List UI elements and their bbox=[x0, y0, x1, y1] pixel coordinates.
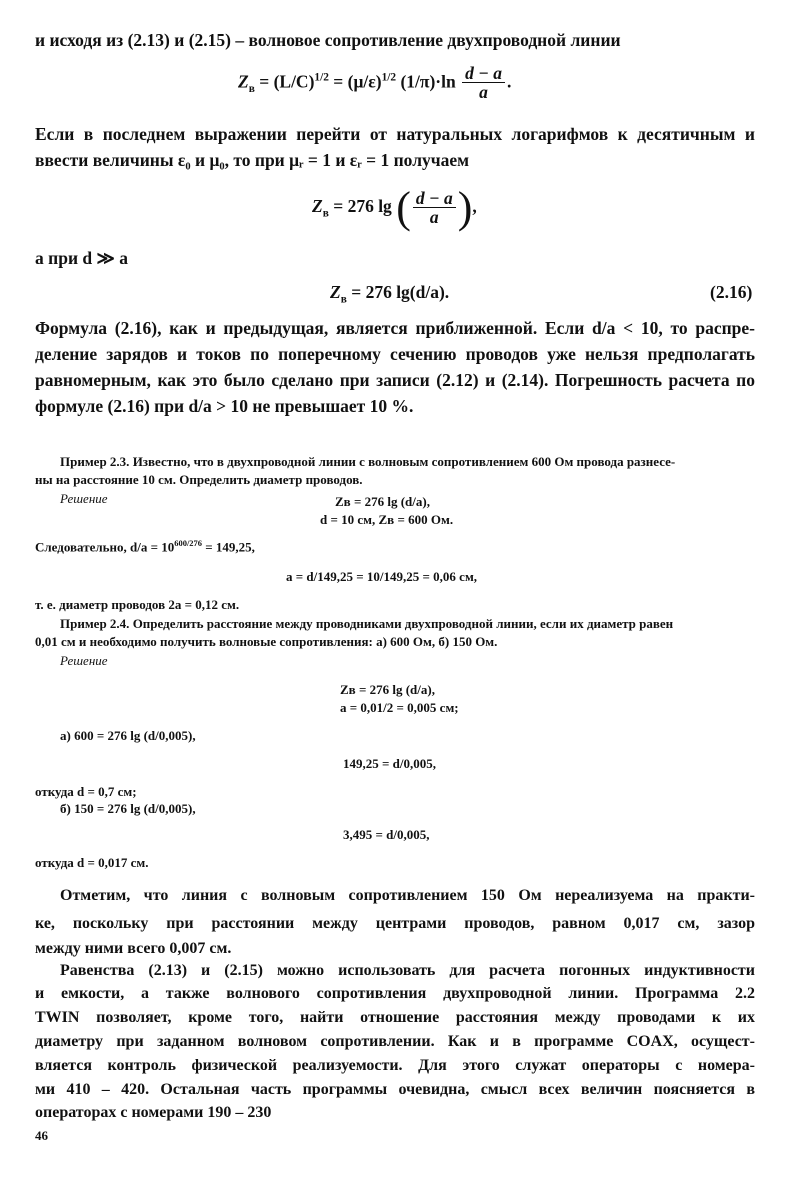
example-2-3-label: Пример 2.3. bbox=[60, 454, 130, 469]
para4-line7: операторах с номерами 190 – 230 bbox=[35, 1104, 272, 1121]
ex24-case-b-eq: 3,495 = d/0,005, bbox=[343, 827, 430, 842]
example-2-3-text1: Известно, что в двухпроводной линии с волновым сопротивлением 600 Ом провода разнесе- bbox=[129, 454, 676, 469]
eq2-numerator: d − a bbox=[413, 189, 456, 208]
solution-heading-1: Решение bbox=[60, 491, 108, 506]
para4-line1: Равенства (2.13) и (2.15) можно использовать для расчета погонных индуктивности bbox=[60, 962, 755, 979]
ex24-case-a-result: откуда d = 0,7 см; bbox=[35, 784, 137, 799]
eq1-tail: (1/π)·ln bbox=[396, 71, 456, 92]
equation-zv-decimal bbox=[312, 183, 477, 232]
example-2-4-line2: 0,01 см и необходимо получить волновые сопротивления: а) 600 Ом, б) 150 Ом. bbox=[35, 634, 498, 649]
ex23-consequence bbox=[35, 538, 255, 555]
para1-line1: Если в последнем выражении перейти от натуральных логарифмов к десятичным и bbox=[35, 124, 755, 144]
ex23-conseq-exp: 600/276 bbox=[174, 538, 202, 548]
solution-heading-2: Решение bbox=[60, 653, 108, 668]
eq1-end: . bbox=[506, 71, 512, 92]
ex23-conseq-pre: Следовательно, d/a = 10 bbox=[35, 539, 175, 555]
eq1-exp2: 1/2 bbox=[381, 71, 397, 84]
eq1-fraction bbox=[462, 64, 505, 103]
example-2-3-line1 bbox=[60, 454, 755, 470]
para3-line3: между ними всего 0,007 см. bbox=[35, 940, 232, 957]
ex24-case-b: б) 150 = 276 lg (d/0,005), bbox=[60, 801, 196, 816]
para3-line1: Отметим, что линия с волновым сопротивлением 150 Ом нереализуема на практи- bbox=[60, 887, 755, 904]
ex24-case-a: а) 600 = 276 lg (d/0,005), bbox=[60, 728, 196, 743]
example-2-4-label: Пример 2.4. bbox=[60, 616, 130, 631]
ex23-eq1: Zв = 276 lg (d/a), bbox=[335, 494, 430, 509]
para2-line2: деление зарядов и токов по поперечному сечению проводов уже нельзя предполагать bbox=[35, 344, 755, 364]
ex24-case-a-eq: 149,25 = d/0,005, bbox=[343, 756, 436, 771]
eq2-sub: в bbox=[322, 207, 329, 220]
page-number: 46 bbox=[35, 1128, 48, 1143]
ex23-eq2: d = 10 см, Zв = 600 Ом. bbox=[320, 512, 454, 527]
eq1-denominator: a bbox=[479, 82, 488, 103]
eq2-denominator: a bbox=[429, 207, 439, 228]
eq2-end: , bbox=[472, 196, 477, 217]
equation-2-16 bbox=[330, 282, 449, 306]
para2-line1: Формула (2.16), как и предыдущая, является приближенной. Если d/a < 10, то распре- bbox=[35, 318, 755, 338]
ex24-eq2: a = 0,01/2 = 0,005 см; bbox=[340, 700, 459, 715]
eq1-sub: в bbox=[248, 82, 255, 95]
para4-line4: диаметру при заданном волновом сопротивлении. Как и в программе COAX, осущест- bbox=[35, 1033, 755, 1050]
ex23-eq3: a = d/149,25 = 10/149,25 = 0,06 см, bbox=[286, 569, 478, 584]
equation-zv-general bbox=[238, 64, 511, 103]
para2-line4: формуле (2.16) при d/a > 10 не превышает 10 %. bbox=[35, 396, 414, 416]
para4-line5: вляется контроль физической реализуемости. Для этого служат операторы с номера- bbox=[35, 1057, 755, 1074]
ex23-result: т. е. диаметр проводов 2a = 0,12 см. bbox=[35, 597, 240, 612]
eq2-fraction bbox=[413, 189, 456, 228]
equation-number-2-16: (2.16) bbox=[710, 282, 753, 302]
para4-line3: TWIN позволяет, кроме того, найти отношение расстояния между проводами к их bbox=[35, 1009, 755, 1026]
para2-line3: равномерным, как это было сделано при записи (2.12) и (2.14). Погрешность расчета по bbox=[35, 370, 755, 390]
eq2-right-paren: ) bbox=[457, 183, 473, 232]
condition-line: а при d ≫ a bbox=[35, 248, 128, 268]
ex23-conseq-post: = 149,25, bbox=[201, 539, 255, 555]
eq3-left: Z bbox=[330, 282, 341, 302]
eq1-left: Z bbox=[238, 71, 249, 92]
eq1-numerator: d − a bbox=[462, 64, 505, 83]
intro-line: и исходя из (2.13) и (2.15) – волновое сопротивление двухпроводной линии bbox=[35, 30, 621, 50]
ex24-eq1: Zв = 276 lg (d/a), bbox=[340, 682, 435, 697]
eq3-sub: в bbox=[340, 293, 347, 306]
eq1-exp1: 1/2 bbox=[314, 71, 329, 84]
example-2-4-line1 bbox=[60, 616, 673, 632]
eq2-body: = 276 lg bbox=[328, 196, 392, 217]
para1-line2: ввести величины ε₀ и μ₀, то при μᵣ = 1 и εᵣ = 1 получаем bbox=[35, 150, 470, 170]
example-2-3-line2: ны на расстояние 10 см. Определить диаметр проводов. bbox=[35, 472, 363, 487]
eq2-left-paren: ( bbox=[396, 183, 411, 232]
ex24-case-b-result: откуда d = 0,017 см. bbox=[35, 855, 149, 870]
eq1-mid: = (μ/ε) bbox=[328, 71, 382, 92]
para4-line6: ми 410 – 420. Остальная часть программы очевидна, смысл всех величин поясняется в bbox=[35, 1081, 755, 1098]
eq3-body: = 276 lg(d/a). bbox=[346, 282, 450, 302]
para3-line2: ке, поскольку при расстоянии между центрами проводов, равном 0,017 см, зазор bbox=[35, 915, 755, 932]
example-2-4-text1: Определить расстояние между проводниками двухпроводной линии, если их диаметр равен bbox=[129, 616, 674, 631]
eq2-left: Z bbox=[312, 196, 323, 217]
eq1-body: = (L/C) bbox=[254, 71, 315, 92]
para4-line2: и емкости, а также волнового сопротивления двухпроводной линии. Программа 2.2 bbox=[35, 985, 755, 1002]
